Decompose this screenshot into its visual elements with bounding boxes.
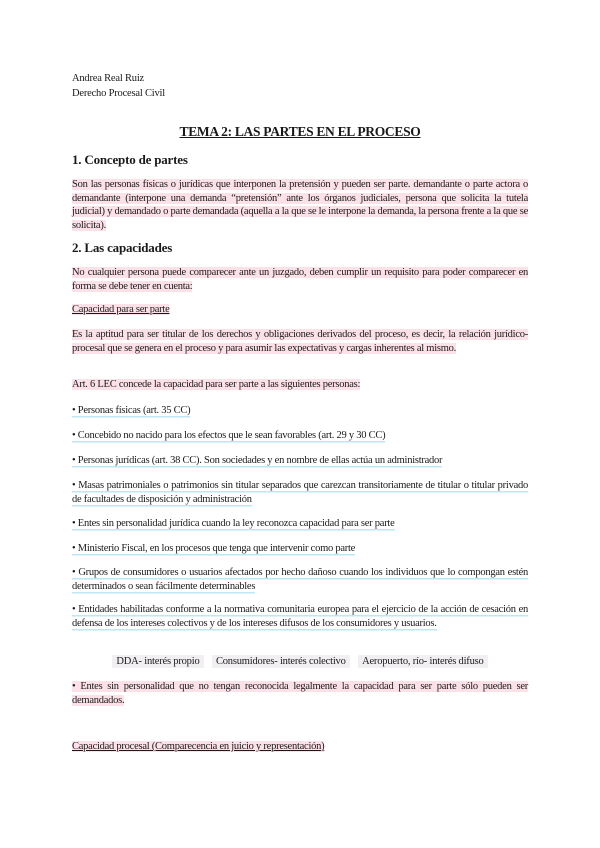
definition-text: Es la aptitud para ser titular de los derechos y obligaciones derivados del proceso, es decir, la relación jurídico-procesal que se genera en el proceso y para asumir las expectativas y cargas inherentes al mismo. (72, 329, 528, 354)
list-item-text: • Masas patrimoniales o patrimonios sin titular separados que carezcan transitoriamente de titular o titular privado de facultades de disposición y administración (72, 480, 528, 505)
list-item-text: • Entes sin personalidad que no tengan reconocida legalmente la capacidad para ser parte sólo pueden ser demandados. (72, 681, 528, 706)
section-heading-concepto: 1. Concepto de partes (72, 152, 188, 167)
interest-item: Consumidores- interés colectivo (212, 655, 350, 668)
document-title: TEMA 2: LAS PARTES EN EL PROCESO (179, 124, 421, 139)
concepto-paragraph (72, 178, 528, 232)
definition-paragraph (72, 328, 528, 355)
list-item (72, 603, 528, 630)
list-item (72, 542, 528, 556)
list-item (72, 454, 528, 468)
author-name: Andrea Real Ruiz (72, 73, 145, 84)
section-heading-capacidades: 2. Las capacidades (72, 240, 173, 255)
list-item-text: • Personas físicas (art. 35 CC) (72, 405, 191, 416)
concepto-text: Son las personas físicas o jurídicas que interponen la pretensión y pueden ser parte. demandante o parte actora o demandante (interpone una demanda “pretensión” ante los órganos judiciales, persona que solicita la tutela judicial) y demandado o parte demandada (aquella a la que se le interpone la demanda, la persona frente a la que se solicita). (72, 179, 528, 231)
subheading-capacidad-procesal: Capacidad procesal (Comparecencia en juicio y representación) (72, 741, 325, 752)
list-item (72, 680, 528, 707)
list-item (72, 404, 528, 418)
subheading-capacidad-parte: Capacidad para ser parte (72, 304, 170, 315)
capacidades-intro (72, 266, 528, 293)
list-item-text: • Concebido no nacido para los efectos que le sean favorables (art. 29 y 30 CC) (72, 430, 386, 441)
interest-types-row (0, 655, 600, 668)
article-line (72, 378, 528, 392)
list-item (72, 479, 528, 506)
interest-item: DDA- interés propio (112, 655, 203, 668)
list-item-text: • Ministerio Fiscal, en los procesos que tenga que intervenir como parte (72, 543, 356, 554)
list-item-text: • Entidades habilitadas conforme a la normativa comunitaria europea para el ejercicio de la acción de cesación en defensa de los intereses colectivos y de los intereses difusos de los consumidores y usuarios. (72, 604, 528, 629)
subject-name: Derecho Procesal Civil (72, 88, 165, 99)
list-item (72, 566, 528, 593)
list-item (72, 517, 528, 531)
interest-item: Aeropuerto, río- interés difuso (358, 655, 488, 668)
list-item-text: • Entes sin personalidad jurídica cuando la ley reconozca capacidad para ser parte (72, 518, 395, 529)
list-item (72, 429, 528, 443)
capacidades-intro-text: No cualquier persona puede comparecer ante un juzgado, deben cumplir un requisito para poder comparecer en forma se debe tener en cuenta: (72, 267, 528, 292)
article-text: Art. 6 LEC concede la capacidad para ser parte a las siguientes personas: (72, 379, 361, 390)
list-item-text: • Grupos de consumidores o usuarios afectados por hecho dañoso cuando los individuos que lo compongan estén determinados o sean fácilmente determinables (72, 567, 528, 592)
list-item-text: • Personas jurídicas (art. 38 CC). Son sociedades y en nombre de ellas actúa un administrador (72, 455, 443, 466)
